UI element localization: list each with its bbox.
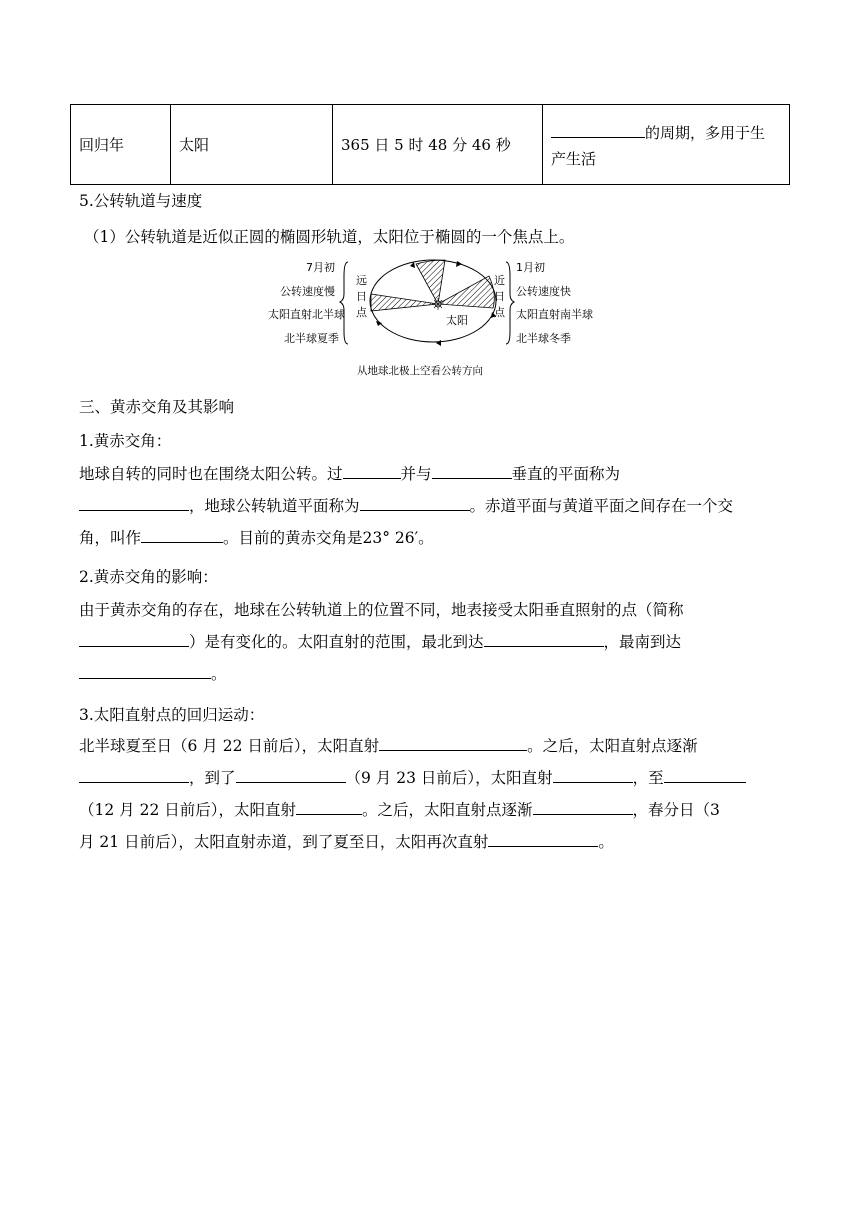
- answer-blank[interactable]: [296, 798, 362, 815]
- answer-blank[interactable]: [360, 494, 470, 511]
- perihelion-char-3: 点: [494, 306, 505, 319]
- subsection-2-heading: 2.黄赤交角的影响：: [79, 568, 218, 586]
- perihelion-char-1: 近: [494, 274, 505, 287]
- right-label-date: 1月初: [516, 261, 545, 274]
- aphelion-char-1: 远: [356, 274, 367, 287]
- right-label-direct: 太阳直射南半球: [516, 308, 593, 321]
- aphelion-char-3: 点: [356, 306, 367, 319]
- period-table: [70, 104, 790, 185]
- aphelion-char-2: 日: [356, 290, 367, 303]
- right-brace: [506, 262, 514, 344]
- p1-text-f: 角，叫作: [79, 529, 142, 547]
- answer-blank[interactable]: [551, 121, 645, 138]
- p3-text-g: 。之后，太阳直射点逐渐: [361, 801, 533, 819]
- p2-text-c: ，最南到达: [603, 633, 682, 651]
- p1-text-c: 垂直的平面称为: [511, 465, 621, 483]
- orbit-arrow-icon: [456, 261, 462, 267]
- section-5-item-1: （1）公转轨道是近似正圆的椭圆形轨道，太阳位于椭圆的一个焦点上。: [84, 228, 575, 246]
- p3-text-j: 。: [598, 833, 614, 851]
- top-sector: [416, 260, 445, 304]
- orbit-arrow-icon: [436, 340, 441, 346]
- right-label-season: 北半球冬季: [516, 332, 571, 345]
- p3-text-i: 月 21 日前后），太阳直射赤道，到了夏至日，太阳再次直射: [79, 833, 489, 851]
- p2-text-b: ）是有变化的。太阳直射的范围，最北到达: [189, 633, 484, 651]
- answer-blank[interactable]: [79, 630, 189, 647]
- left-label-date: 7月初: [306, 261, 335, 274]
- orbit-diagram: [240, 256, 620, 382]
- p3-text-d: （9 月 23 日前后），太阳直射: [345, 769, 553, 787]
- answer-blank[interactable]: [664, 766, 746, 783]
- perihelion-char-2: 日: [494, 290, 505, 303]
- left-brace: [340, 262, 348, 344]
- orbit-svg: [240, 256, 620, 382]
- right-sector: [438, 276, 494, 308]
- answer-blank[interactable]: [379, 734, 527, 751]
- sun-label: 太阳: [446, 314, 468, 327]
- section-3-heading: 三、黄赤交角及其影响: [79, 398, 235, 416]
- left-label-direct: 太阳直射北半球: [268, 308, 345, 321]
- p3-text-b: 。之后，太阳直射点逐渐: [527, 737, 698, 755]
- cell-usage: [543, 105, 790, 185]
- subsection-1-heading: 1.黄赤交角：: [79, 432, 172, 450]
- p1-text-e: 。赤道平面与黄道平面之间存在一个交: [469, 497, 734, 515]
- p1-text-a: 地球自转的同时也在围绕太阳公转。过: [79, 465, 343, 483]
- left-label-season: 北半球夏季: [284, 332, 339, 345]
- cell-length: 365 日 5 时 48 分 46 秒: [333, 105, 543, 185]
- subsection-3-heading: 3.太阳直射点的回归运动：: [79, 706, 265, 724]
- answer-blank[interactable]: [553, 766, 633, 783]
- answer-blank[interactable]: [343, 462, 401, 479]
- answer-blank[interactable]: [488, 830, 598, 847]
- sun-icon: [432, 298, 444, 310]
- figure-caption: 从地球北极上空看公转方向: [357, 365, 483, 377]
- answer-blank[interactable]: [432, 462, 512, 479]
- p1-text-b: 并与: [400, 465, 432, 483]
- p3-text-h: ，春分日（3: [632, 801, 720, 819]
- paragraph-2: [79, 594, 789, 690]
- right-label-speed: 公转速度快: [516, 285, 571, 298]
- table-row: [71, 105, 790, 185]
- p1-text-d: ，地球公转轨道平面称为: [189, 497, 360, 515]
- cell-reference: 太阳: [171, 105, 333, 185]
- p3-text-e: ，至: [632, 769, 664, 787]
- answer-blank[interactable]: [79, 662, 211, 679]
- paragraph-3: [79, 730, 789, 858]
- answer-blank[interactable]: [484, 630, 604, 647]
- answer-blank[interactable]: [141, 526, 223, 543]
- p2-text-d: 。: [211, 665, 227, 683]
- p2-text-a: 由于黄赤交角的存在，地球在公转轨道上的位置不同，地表接受太阳垂直照射的点（简称: [79, 601, 684, 619]
- left-sector: [371, 294, 438, 311]
- p1-text-g: 。目前的黄赤交角是23° 26′。: [223, 529, 434, 547]
- answer-blank[interactable]: [79, 766, 189, 783]
- answer-blank[interactable]: [236, 766, 346, 783]
- usage-text: 的周期，多用于生: [645, 123, 766, 142]
- answer-blank[interactable]: [533, 798, 633, 815]
- p3-text-f: （12 月 22 日前后），太阳直射: [79, 801, 296, 819]
- usage-text-2: 产生活: [551, 149, 597, 168]
- p3-text-c: ，到了: [189, 769, 236, 787]
- section-5-heading: 5.公转轨道与速度: [79, 192, 203, 210]
- p3-text-a: 北半球夏至日（6 月 22 日前后），太阳直射: [79, 737, 380, 755]
- left-label-speed: 公转速度慢: [280, 285, 335, 298]
- answer-blank[interactable]: [79, 494, 189, 511]
- paragraph-1: [79, 458, 789, 554]
- cell-name: 回归年: [71, 105, 171, 185]
